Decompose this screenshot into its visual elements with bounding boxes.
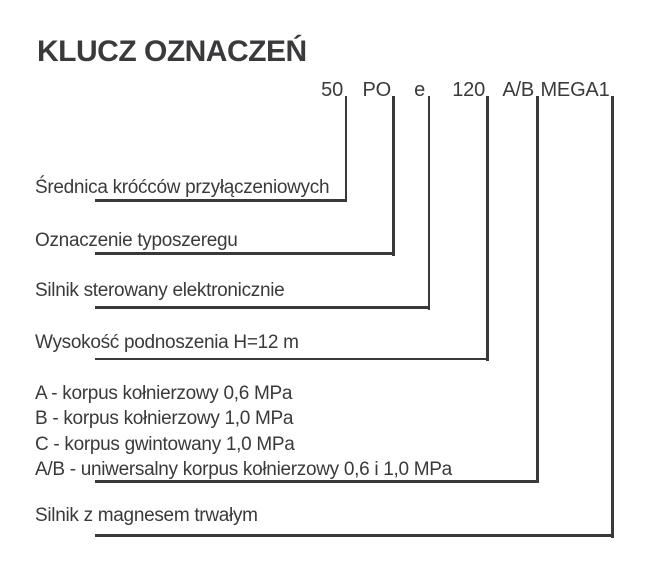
code-segment-head: 120 <box>452 79 485 101</box>
label-diameter: Średnica króćców przyłączeniowych <box>35 177 330 198</box>
connector-hline-motor <box>95 534 614 537</box>
connector-vline-50 <box>345 96 348 202</box>
connector-vline-120 <box>486 96 489 361</box>
code-segment-electronic: e <box>414 79 425 101</box>
code-segment-motor: MEGA1 <box>540 79 610 101</box>
label-body-variant-a: A - korpus kołnierzowy 0,6 MPa <box>35 383 293 404</box>
connector-vline-po <box>392 96 395 256</box>
connector-vline-e <box>428 96 431 310</box>
connector-vline-ab <box>536 96 539 483</box>
page-title: KLUCZ OZNACZEŃ <box>37 35 307 68</box>
label-body-variants <box>35 381 452 482</box>
code-segment-series: PO <box>362 79 391 101</box>
connector-hline-electronic <box>95 306 430 309</box>
connector-hline-diameter <box>95 199 347 202</box>
label-body-variant-ab: A/B - uniwersalny korpus kołnierzowy 0,6 i 1,0 MPa <box>35 458 452 480</box>
label-electronic: Silnik sterowany elektronicznie <box>35 279 285 301</box>
connector-hline-series <box>95 252 395 255</box>
code-segment-diameter: 50 <box>321 79 343 101</box>
label-series: Oznaczenie typoszeregu <box>35 229 238 251</box>
connector-vline-mega1 <box>611 96 614 538</box>
label-body-variant-c: C - korpus gwintowany 1,0 MPa <box>35 433 295 455</box>
label-head: Wysokość podnoszenia H=12 m <box>35 331 299 353</box>
code-segment-body: A/B <box>502 79 534 101</box>
label-motor: Silnik z magnesem trwałym <box>35 504 258 526</box>
label-body-variant-b: B - korpus kołnierzowy 1,0 MPa <box>35 408 294 430</box>
connector-hline-head <box>95 358 489 361</box>
